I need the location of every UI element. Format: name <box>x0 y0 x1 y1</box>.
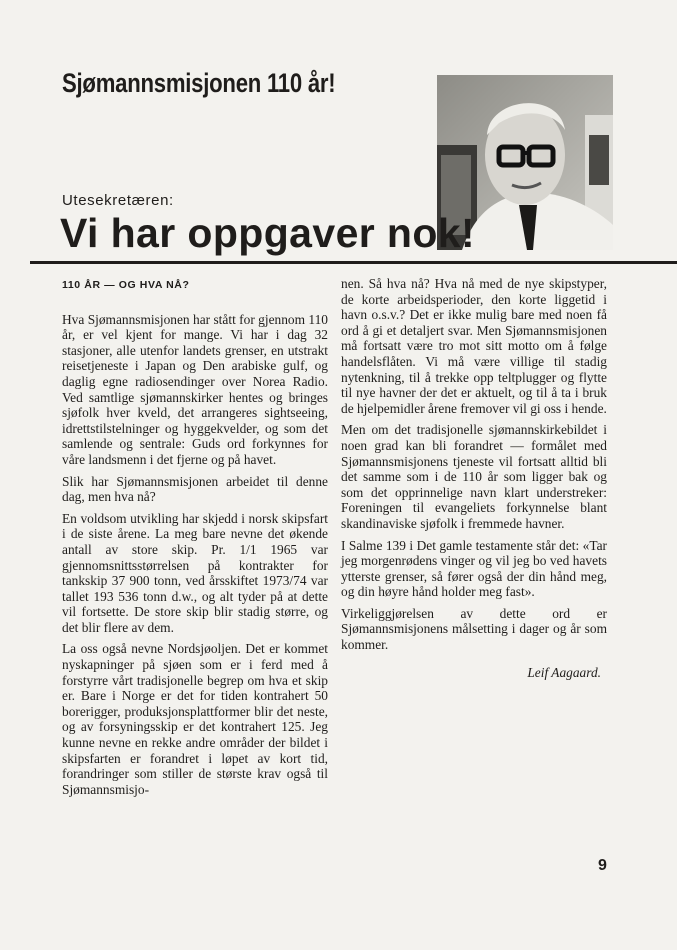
paragraph: Hva Sjømannsmisjonen har stått for gjennom 110 år, er vel kjent for mange. Vi har i dag 32 stasjoner, alle utenfor landets grenser, en utstrakt reisetjeneste i Japan og Den arabiske gulf, og daglig egne radiosendinger over Norea Radio. Ved samtlige sjømannskirker hentes og bringes sjøfolk hver kveld, det arrangeres sightseeing, idrettstilstelninger og hyggekvelder, og som det samlende og sentrale: Guds ord forkynnes for våre landsmenn i det fjerne og på havet. <box>62 311 328 467</box>
paragraph: Men om det tradisjonelle sjømannskirkebildet i noen grad kan bli forandret — formålet med Sjømannsmisjonens tjeneste vil fortsatt alltid bli det samme som i de 110 år som ligger bak og som det opprinnelige navn klart understreker: Foreningen til evangeliets forkynnelse blant skandinaviske sjøfolk i fremmede havner. <box>341 422 607 531</box>
section-heading: 110 ÅR — OG HVA NÅ? <box>62 279 190 291</box>
paragraph: Virkeliggjørelsen av dette ord er Sjømannsmisjonens målsetting i dager og år som kommer. <box>341 605 607 653</box>
header-divider <box>30 261 677 264</box>
paragraph: En voldsom utvikling har skjedd i norsk skipsfart i de siste årene. La meg bare nevne det økende antall av store skip. Pr. 1/1 1965 var gjennomsnittsstørrelsen på kontrakter for tankskip 37 900 tonn, ved årsskiftet 1973/74 var tallet 193 536 tonn d.w., og alt tyder på at dette vil fortsette. De store skip blir stadig større, og det blir flere av dem. <box>62 510 328 635</box>
article-column-right <box>341 276 607 686</box>
kicker-label: Utesekretæren: <box>62 192 174 209</box>
article-column-left <box>62 278 328 803</box>
paragraph: nen. Så hva nå? Hva nå med de nye skipstyper, de korte arbeidsperioder, den korte liggetid i havn o.s.v.? Det er ikke mulig bare med noen få ord å gi et detaljert svar. Men Sjømannsmisjonen må fortsatt være tro mot sitt motto om å følge handelsflåten. Vi må være villige til stadig nytenkning, til å trekke opp teltplugger og flytte til nye havner der det er aktuelt, og til å ta i bruk de hjelpemidler årene fremover vil gi oss i hende. <box>341 276 607 416</box>
headline: Vi har oppgaver nok! <box>60 210 476 256</box>
page-number: 9 <box>598 857 607 874</box>
magazine-title: Sjømannsmisjonen 110 år! <box>62 68 336 98</box>
paragraph: Slik har Sjømannsmisjonen arbeidet til denne dag, men hva nå? <box>62 473 328 505</box>
author-signature: Leif Aagaard. <box>527 664 601 680</box>
paragraph: I Salme 139 i Det gamle testamente står det: «Tar jeg morgenrødens vinger og vil jeg bo ved havets ytterste grenser, så fører også der din hånd meg, og din høyre hånd holder meg fast». <box>341 537 607 600</box>
paragraph: La oss også nevne Nordsjøoljen. Det er kommet nyskapninger på sjøen som er i ferd med å forstyrre vårt tradisjonelle begrep om hva et skip er. Bare i Norge er det for tiden kontrahert 50 borerigger, produksjonsplattformer blir det neste, og av forsyningsskip er det kontrahert 125. Jeg kunne nevne en rekke andre områder der bildet i skipsfarten er forandret i løpet av kort tid, forandringer som stiller de største krav også til Sjømannsmisjo- <box>62 641 328 797</box>
